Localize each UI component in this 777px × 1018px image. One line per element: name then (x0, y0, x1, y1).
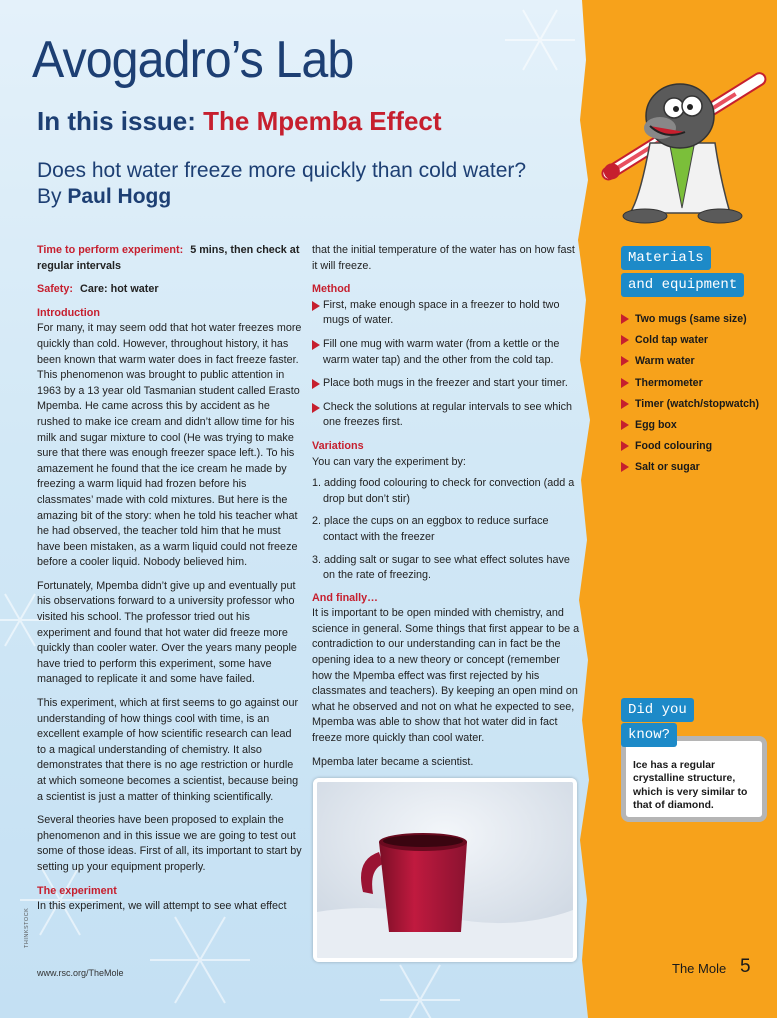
lead-question: Does hot water freeze more quickly than cold water? (37, 159, 527, 182)
continuation-text: that the initial temperature of the water has on how fast it will freeze. (312, 244, 575, 272)
safety-label: Safety: (37, 283, 74, 296)
intro-heading: Introduction (37, 306, 100, 319)
experiment-paragraph: In this experiment, we will attempt to see what effect (37, 900, 287, 913)
mug-in-snow-photo (313, 778, 577, 962)
know-tag: know? (621, 723, 677, 747)
footer-url[interactable]: www.rsc.org/TheMole (37, 968, 124, 978)
materials-list (621, 312, 759, 482)
material-item: Egg box (621, 418, 759, 439)
triangle-bullet-icon (621, 356, 629, 366)
method-heading: Method (312, 283, 351, 296)
time-line (37, 243, 303, 274)
article-column-1 (37, 243, 303, 923)
intro-paragraph-3: This experiment, which at first seems to go against our understanding of how things cool with time, is an excellent example of how scientific research can lead to a magical understanding of chemistry. It also demonstrates that there is no age restriction or hurdle at which someone becomes a scientist, because being a scientist is just a matter of thinking scientifically. (37, 697, 299, 803)
page-number: 5 (740, 956, 751, 977)
method-steps (312, 298, 582, 431)
materials-tag: Materials (621, 246, 711, 270)
equipment-tag: and equipment (621, 273, 744, 297)
triangle-bullet-icon (312, 301, 320, 311)
material-item: Two mugs (same size) (621, 312, 759, 333)
triangle-bullet-icon (621, 462, 629, 472)
article-column-2 (312, 243, 582, 778)
issue-prefix: In this issue: (37, 106, 204, 136)
did-you-tag: Did you (621, 698, 694, 722)
subtitle (37, 158, 577, 210)
variations-heading: Variations (312, 439, 364, 452)
issue-topic: The Mpemba Effect (203, 106, 442, 136)
material-item: Cold tap water (621, 333, 759, 354)
variation-item: 2. place the cups on an eggbox to reduce surface contact with the freezer (312, 515, 549, 543)
magazine-name: The Mole (672, 961, 727, 976)
fact-text: Ice has a regular crystalline structure, which is very similar to that of diamond. (633, 760, 748, 811)
triangle-bullet-icon (312, 379, 320, 389)
intro-paragraph-2: Fortunately, Mpemba didn’t give up and eventually put his observations forward to a university professor who visited his school. The professor tried out his experiment and found that hot water did freeze more quickly than cooler water. Over the years many people have tried to perform this experiment, some have managed to replicate it and some have failed. (37, 579, 297, 686)
triangle-bullet-icon (621, 441, 629, 451)
photo-credit: THINKSTOCK (24, 907, 30, 948)
triangle-bullet-icon (621, 378, 629, 388)
variations-list (312, 476, 582, 584)
intro-paragraph-1: For many, it may seem odd that hot water freezes more quickly than cold. However, throughout history, it has been known that warm water does in fact freeze faster. This phenomenon was brought to public attention in 1963 by a 13 year old Tasmanian student called Erasto Mpemba. He came across this by accident as he rushed to make ice cream and didn’t allow time for his milk and sugar mixture to cool (He was trying to make sure that there was enough freezer space left.). To his amazement he found that the ice cream he made by freezing a warm liquid had frozen before his classmates’ made with cold mixtures. But here is the amazing bit of the story: when he told his teacher what he had observed, the teacher told him that he must have been mistaken, as a warm liquid could not freeze before a cooler liquid. Nobody believed him. (37, 322, 302, 569)
variation-item: 1. adding food colouring to check for convection (add a drop but don’t stir) (312, 477, 575, 505)
material-item: Salt or sugar (621, 460, 759, 481)
fact-box (621, 736, 767, 822)
method-step: Place both mugs in the freezer and start your timer. (312, 376, 582, 392)
method-step: Check the solutions at regular intervals to see which one freezes first. (312, 400, 582, 431)
intro-paragraph-4: Several theories have been proposed to explain the phenomenon and in this issue we are going to test out some of those ideas. First of all, its important to start by setting up your equipment properly. (37, 814, 302, 873)
material-item: Food colouring (621, 439, 759, 460)
variation-item: 3. adding salt or sugar to see what effect solutes have on the rate of freezing. (312, 553, 570, 582)
time-label: Time to perform experiment: (37, 244, 184, 256)
method-step: Fill one mug with warm water (from a kettle or the warm water tap) and the other from the cold tap. (312, 337, 582, 368)
material-item: Timer (watch/stopwatch) (621, 397, 759, 418)
mole-mascot (590, 28, 777, 228)
safety-line (37, 282, 303, 298)
material-item: Thermometer (621, 376, 759, 397)
triangle-bullet-icon (621, 420, 629, 430)
issue-line (37, 106, 442, 137)
author-name: Paul Hogg (67, 185, 172, 208)
triangle-bullet-icon (312, 403, 320, 413)
byline-prefix: By (37, 185, 68, 208)
variations-intro: You can vary the experiment by: (312, 455, 466, 468)
safety-value: Care: hot water (80, 283, 159, 296)
finally-heading: And finally… (312, 591, 378, 604)
method-step: First, make enough space in a freezer to hold two mugs of water. (312, 298, 582, 329)
closing-line: Mpemba later became a scientist. (312, 755, 474, 768)
triangle-bullet-icon (621, 399, 629, 409)
material-item: Warm water (621, 354, 759, 375)
triangle-bullet-icon (621, 314, 629, 324)
page-title: Avogadro’s Lab (32, 31, 354, 89)
finally-paragraph: It is important to be open minded with chemistry, and science in general. Some things that first appear to be a contradiction to our understanding can in fact be the opening idea to a new theory or concept (remember how the Mpemba effect was first rejected by his classmates and teachers). By keeping an open mind on what he observed and not on what he expected to see, Mpemba was able to show that hot water did in fact freeze more quickly than cool water. (312, 607, 580, 745)
experiment-heading: The experiment (37, 884, 117, 897)
byline (37, 184, 577, 210)
time-value: 5 mins, then check at regular intervals (37, 244, 300, 272)
triangle-bullet-icon (621, 335, 629, 345)
triangle-bullet-icon (312, 340, 320, 350)
